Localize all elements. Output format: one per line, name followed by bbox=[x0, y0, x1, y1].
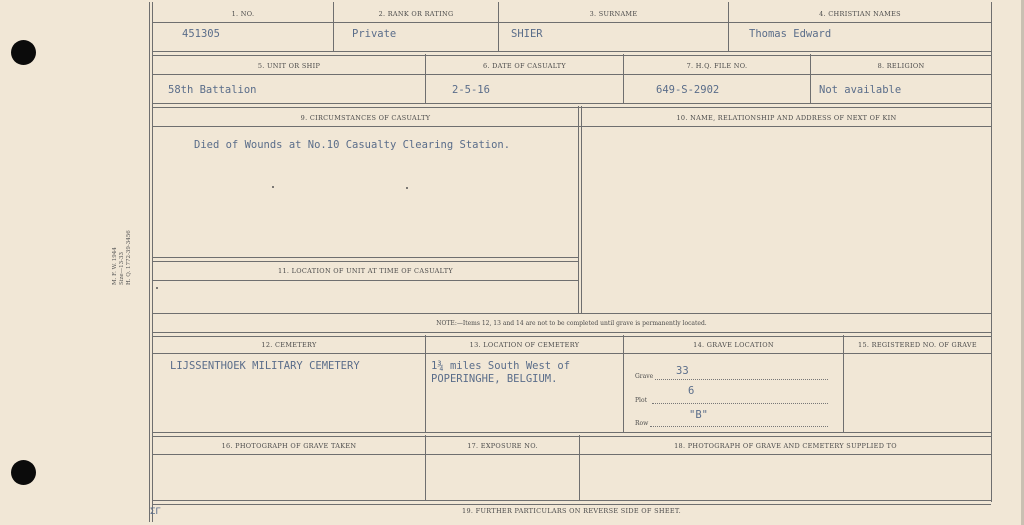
circumstances-text: Died of Wounds at No.10 Casualty Clearing Station. bbox=[194, 139, 511, 151]
row2-label-rule bbox=[152, 74, 991, 75]
plot-dotted-line bbox=[652, 403, 828, 404]
row4-divider-2 bbox=[623, 335, 624, 432]
plot-label: Plot bbox=[635, 397, 647, 404]
punch-hole-top bbox=[11, 40, 36, 65]
form-number bbox=[112, 230, 133, 285]
row1-label-rule bbox=[152, 22, 991, 23]
corner-mark: ΣΓ bbox=[150, 507, 161, 517]
label-christian-names: 4. CHRISTIAN NAMES bbox=[819, 10, 901, 18]
label-registered-no: 15. REGISTERED NO. OF GRAVE bbox=[858, 341, 977, 349]
label-surname: 3. SURNAME bbox=[589, 10, 638, 18]
label-grave-location: 14. GRAVE LOCATION bbox=[693, 341, 774, 349]
date-of-casualty: 2-5-16 bbox=[452, 84, 490, 96]
form-number-line-1: M. F. W. 1944 bbox=[112, 247, 118, 285]
row3-divider bbox=[578, 106, 579, 313]
ink-speck bbox=[406, 187, 408, 189]
grave-label: Grave bbox=[635, 373, 654, 380]
form-number-line-2: Size—13-33 bbox=[119, 251, 125, 285]
note-text: NOTE:—Items 12, 13 and 14 are not to be completed until grave is permanently located. bbox=[436, 320, 707, 327]
file-number: 649-S-2902 bbox=[656, 84, 720, 96]
grave-dotted-line bbox=[655, 379, 828, 380]
label-number: 1. NO. bbox=[231, 10, 255, 18]
row4-divider-3 bbox=[843, 335, 844, 432]
grave-value: 33 bbox=[676, 365, 689, 377]
label-photo-taken: 16. PHOTOGRAPH OF GRAVE TAKEN bbox=[221, 442, 357, 450]
row-dotted-line bbox=[650, 426, 828, 427]
row4-divider-1 bbox=[425, 335, 426, 432]
row2-bottom-rule bbox=[152, 103, 991, 108]
service-number: 451305 bbox=[182, 28, 220, 40]
label-location-cemetery: 13. LOCATION OF CEMETERY bbox=[469, 341, 580, 349]
label-cemetery: 12. CEMETERY bbox=[261, 341, 317, 349]
unit: 58th Battalion bbox=[168, 84, 257, 96]
left-border bbox=[149, 2, 150, 522]
label-date: 6. DATE OF CASUALTY bbox=[482, 62, 567, 70]
location-unit-label-rule bbox=[152, 280, 578, 281]
label-circumstances: 9. CIRCUMSTANCES OF CASUALTY bbox=[300, 114, 431, 122]
cemetery-name: LIJSSENTHOEK MILITARY CEMETERY bbox=[170, 360, 360, 372]
row-value: "B" bbox=[689, 409, 708, 421]
row-label: Row bbox=[635, 420, 649, 427]
row3-divider-inner bbox=[581, 106, 582, 313]
label-location-unit: 11. LOCATION OF UNIT AT TIME OF CASUALTY bbox=[278, 267, 453, 275]
label-religion: 8. RELIGION bbox=[877, 62, 925, 70]
row4-bottom-rule bbox=[152, 432, 991, 437]
rank: Private bbox=[352, 28, 397, 40]
label-exposure-no: 17. EXPOSURE NO. bbox=[467, 442, 538, 450]
form-number-line-3: H. Q. 1772-39-3456 bbox=[126, 230, 132, 285]
religion: Not available bbox=[819, 84, 902, 96]
label-file-no: 7. H.Q. FILE NO. bbox=[686, 62, 748, 70]
footer-top-rule bbox=[152, 500, 991, 505]
punch-hole-bottom bbox=[11, 460, 36, 485]
plot-value: 6 bbox=[688, 385, 695, 397]
row5-label-rule bbox=[152, 454, 991, 455]
cemetery-location-line-2: POPERINGHE, BELGIUM. bbox=[431, 373, 558, 385]
row4-top-rule bbox=[152, 332, 991, 337]
cemetery-location-line-1: 1¾ miles South West of bbox=[431, 360, 571, 372]
row3-label-rule bbox=[152, 126, 991, 127]
label-unit: 5. UNIT OR SHIP bbox=[257, 62, 321, 70]
label-photo-supplied: 18. PHOTOGRAPH OF GRAVE AND CEMETERY SUPPLIED TO bbox=[674, 442, 897, 450]
right-border bbox=[991, 2, 992, 502]
note-top-rule bbox=[152, 313, 991, 314]
circumstances-bottom-rule bbox=[152, 257, 578, 262]
christian-names: Thomas Edward bbox=[749, 28, 832, 40]
surname: SHIER bbox=[511, 28, 543, 40]
row4-label-rule bbox=[152, 353, 991, 354]
label-next-of-kin: 10. NAME, RELATIONSHIP AND ADDRESS OF NEXT OF KIN bbox=[676, 114, 897, 122]
ink-speck bbox=[272, 186, 274, 188]
row1-bottom-rule bbox=[152, 51, 991, 56]
label-rank: 2. RANK OR RATING bbox=[378, 10, 454, 18]
footer-text: 19. FURTHER PARTICULARS ON REVERSE SIDE OF SHEET. bbox=[462, 507, 681, 515]
ink-speck bbox=[156, 287, 158, 289]
